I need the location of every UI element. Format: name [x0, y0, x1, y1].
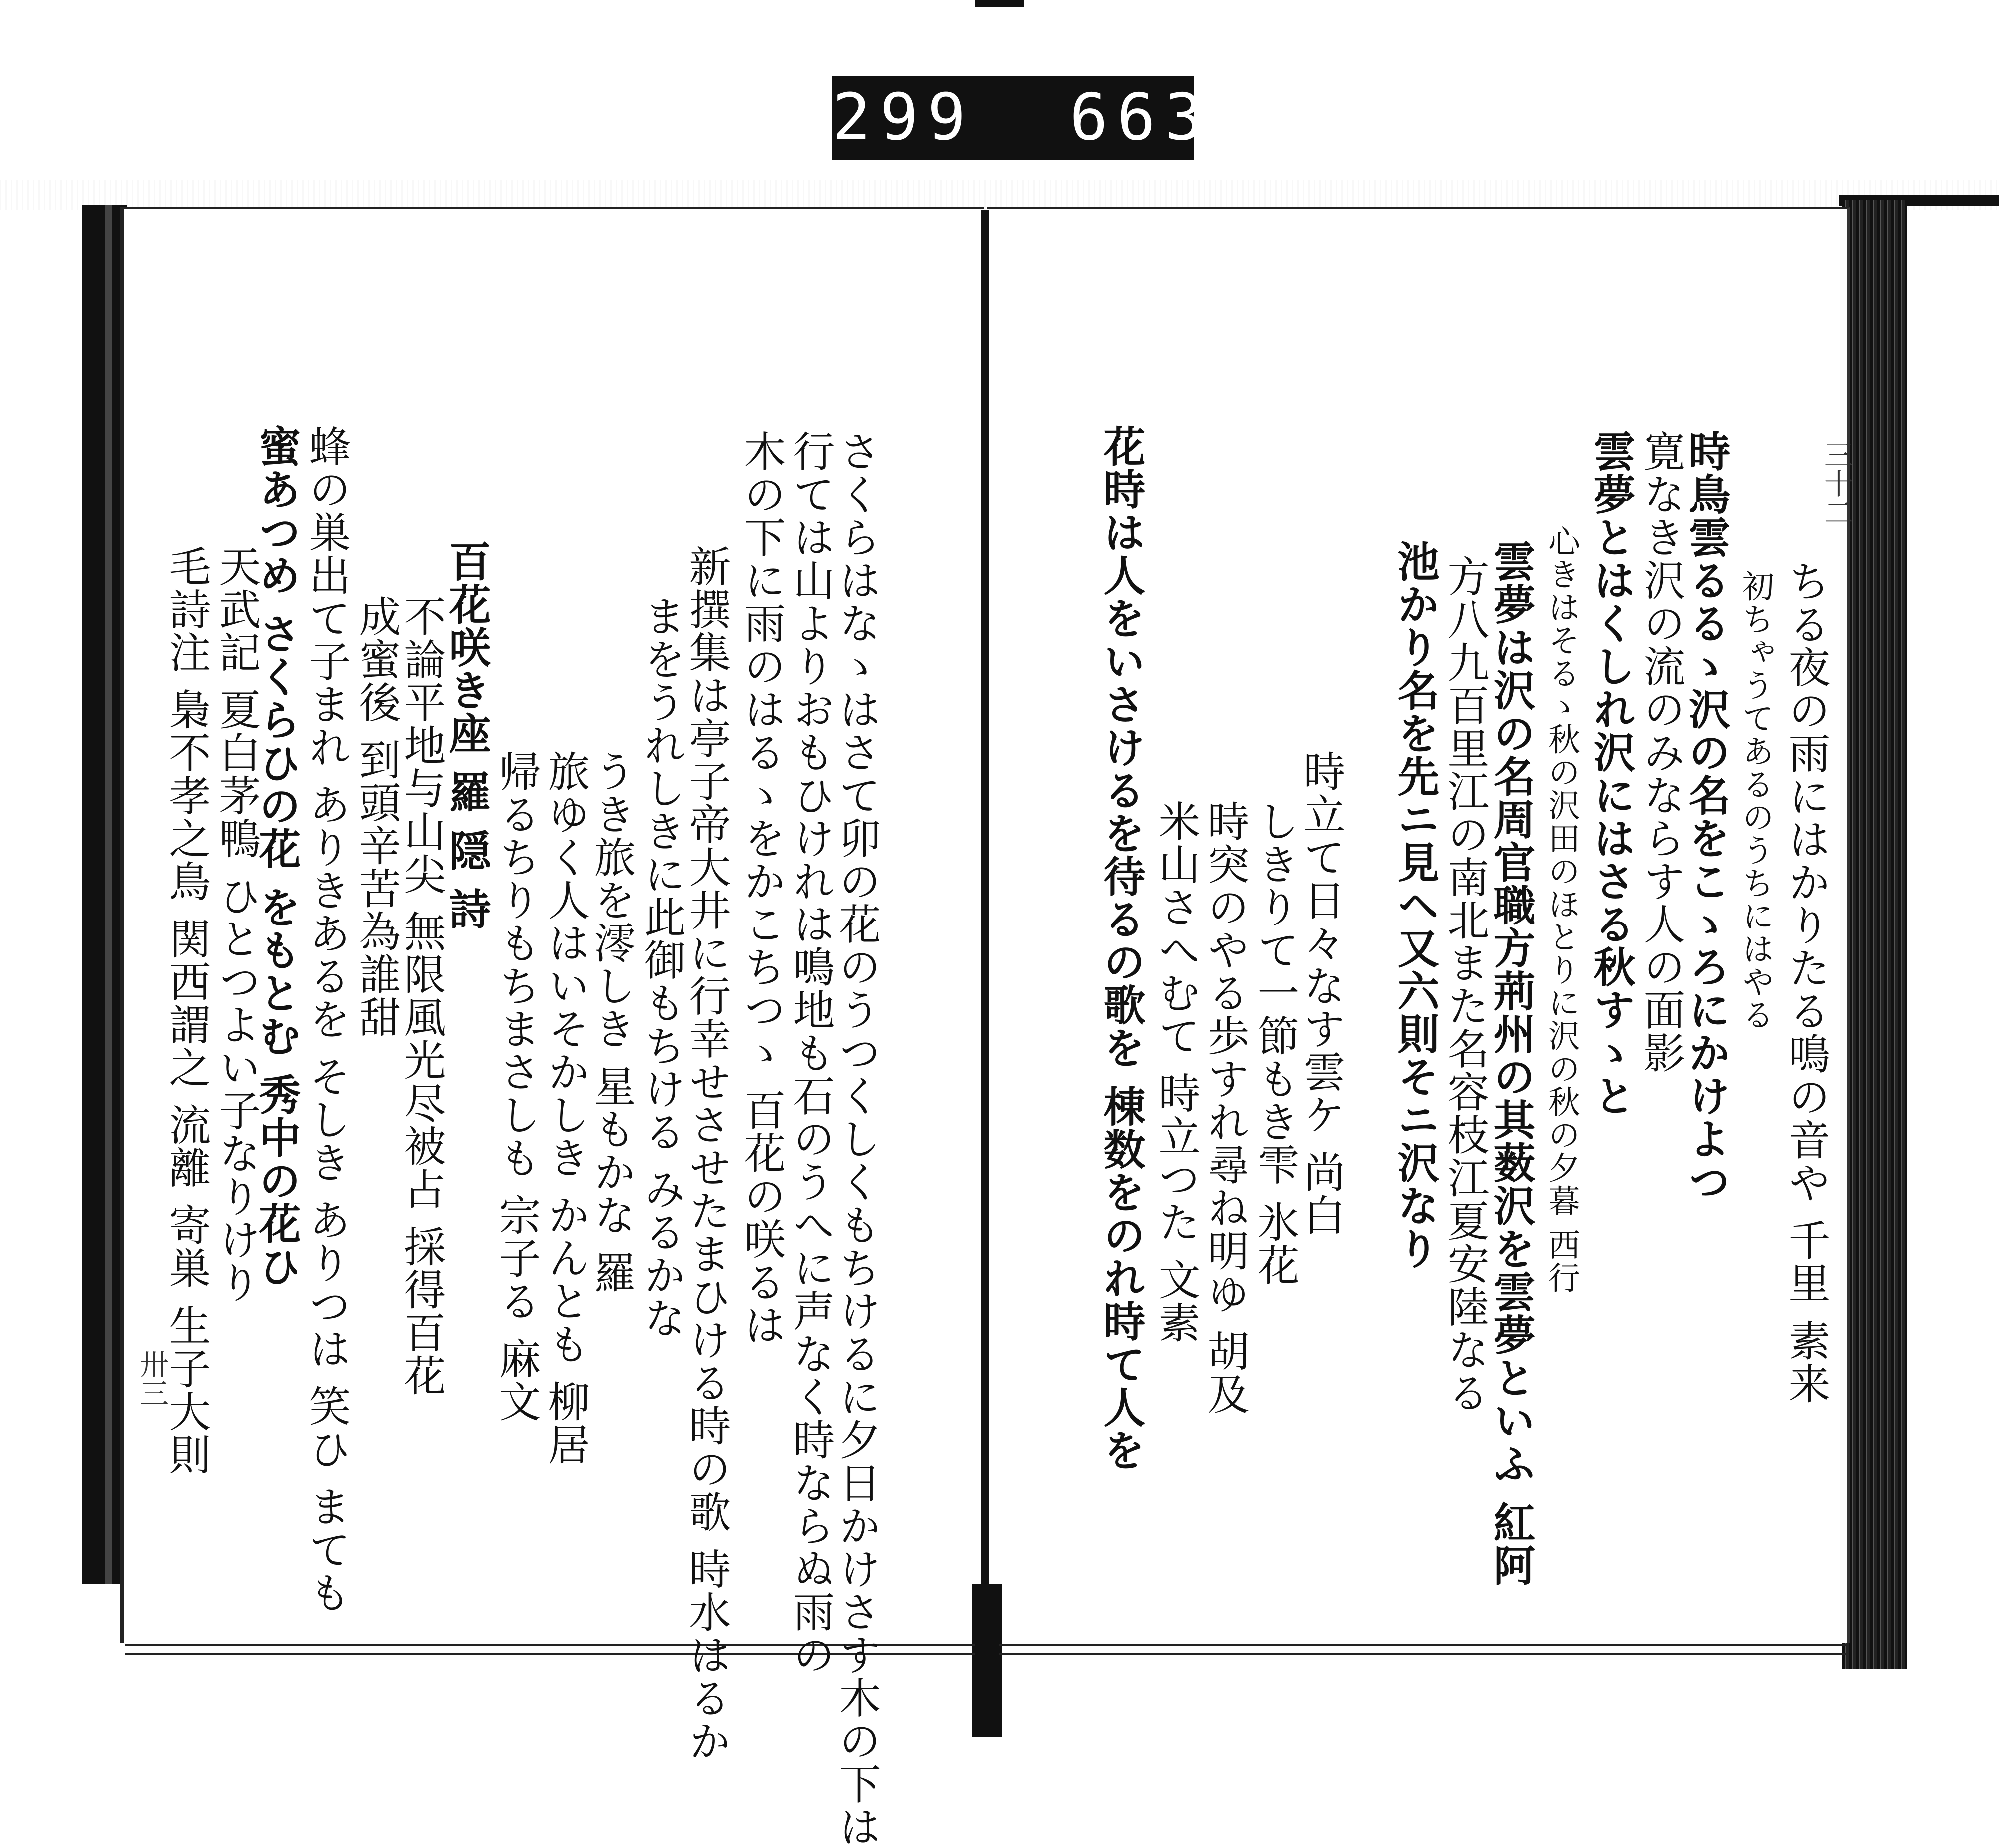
right-page-stack-edge [1842, 200, 1907, 1669]
left-line-13: 蜜あつめ さくらひの花 をもとむ 秀中の花ひ [252, 425, 302, 1288]
book-spine [981, 210, 989, 1737]
left-line-11: 成蜜後 到頭辛苦為誰甜 [352, 595, 401, 1039]
right-line-7: 雲夢は沢の名周官職方荊州の其薮沢を雲夢といふ 紅阿 [1487, 540, 1536, 1587]
right-line-2: 初ちゃうてあるのうちにはやる [1737, 570, 1774, 1031]
left-line-3: 木の下に雨のはるゝをかこちつゝ 百花の咲るは [737, 430, 786, 1347]
left-line-4: 新撰集は亭子帝大井に行幸せさせたまひける時の歌 時水はるか [682, 545, 731, 1763]
left-line-7: 旅ゆく人はいそかしき かんとも 柳居 [541, 750, 590, 1466]
left-line-8: 帰るちりもちまさしも 宗子る 麻文 [492, 750, 541, 1423]
right-line-6: 心きはそるゝ秋の沢田のほとりに沢の秋の夕暮 西行 [1543, 525, 1580, 1295]
right-line-13: 米山さへむて 時立つた 文素 [1152, 800, 1201, 1344]
right-line-11: しきりて一節もき雫 氷花 [1251, 800, 1300, 1287]
left-line-14: 天武記 夏白茅鴨 ひとつよい子なりけり [212, 545, 261, 1304]
right-line-12: 時突のやる歩すれ尋ね明ゆ 胡及 [1201, 800, 1250, 1416]
left-line-10: 不論平地与山尖 無限風光尽被占 採得百花 [397, 595, 446, 1397]
top-tick-mark [975, 0, 1024, 7]
right-line-14: 花時は人をいさけるを待るの歌を 棟数をのれ時て人を [1097, 425, 1146, 1472]
left-line-5: まをうれしきに此御もちける みるかな [637, 595, 686, 1340]
left-line-6: うき旅を澪しき 星もかな 羅 [587, 750, 636, 1294]
left-line-12: 蜂の巣出て子まれ ありきあるを そしき ありつは 笑ひ まても [302, 425, 351, 1614]
right-line-5: 雲夢とはくしれ沢にはさる秋すゝと [1587, 430, 1636, 1117]
right-line-8: 方八九百里江の南北また名容枝江夏安陸なる [1441, 555, 1490, 1414]
right-line-4: 寛なき沢の流のみならす人の面影 [1637, 430, 1686, 1074]
right-line-9: 池かり名を先ニ見ヘ又六則そニ沢なり [1391, 540, 1440, 1270]
left-line-15: 毛詩注 梟不孝之鳥 関西謂之 流離 寄巣 生子大則 [162, 545, 211, 1476]
scan-noise [0, 180, 1999, 210]
call-number-label: 299 663. [832, 76, 1194, 160]
spine-clip [972, 1584, 1002, 1737]
right-line-3: 時鳥雲るるゝ沢の名をこゝろにかけよつ [1682, 430, 1731, 1203]
left-line-9: 百花咲き座 羅 隠 詩 [442, 540, 492, 930]
left-margin-page-mark: 卅三 [135, 1349, 169, 1407]
right-line-10: 時立て日々なす雲ケ 尚白 [1297, 750, 1346, 1237]
right-page-bottom-edge [1000, 1644, 1849, 1655]
right-margin-page-mark: 三十二 [1819, 440, 1853, 527]
left-line-2: 行ては山よりおもひけれは鳴地も石のうへに声なく時ならぬ雨の [786, 430, 835, 1676]
right-line-1: ちる夜の雨にはかりたる鳴の音や 千里 素来 [1782, 560, 1831, 1405]
left-line-1: さくらはなゝはさて卯の花のうつくしくもちけるに夕日かけさす木の下は [832, 430, 881, 1848]
